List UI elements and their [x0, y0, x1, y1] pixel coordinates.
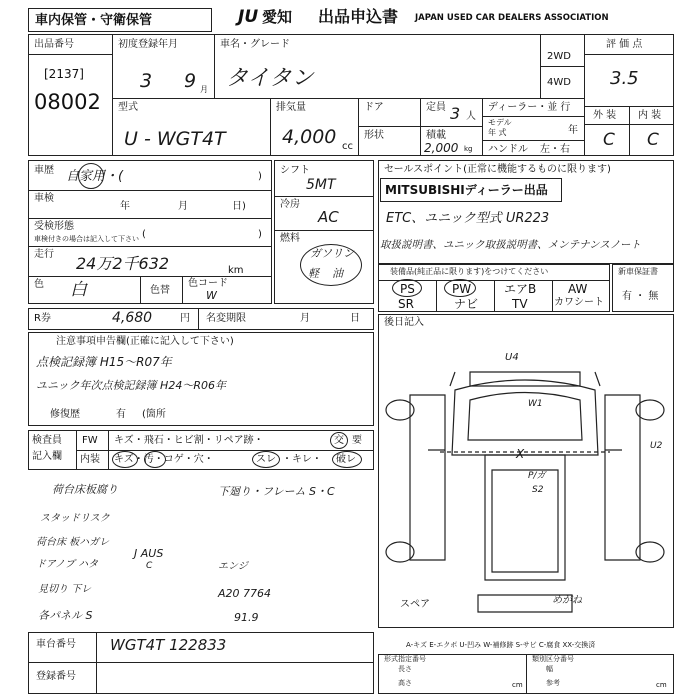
diagram-mark-x: X: [516, 447, 525, 461]
shift-value: 5MT: [306, 177, 336, 193]
capacity-label: 定員: [426, 102, 446, 113]
size-reference: 参考: [546, 679, 560, 687]
equipment-pw: PW: [452, 282, 472, 296]
recycle-value: 4,680: [112, 310, 153, 326]
fuel-value-light: 軽: [308, 267, 319, 280]
notes-line2: ユニック年次点検記録簿 H24〜R06年: [36, 379, 226, 392]
fw-label: FW: [82, 435, 98, 446]
chassis-value: WGT4T 122833: [110, 636, 227, 654]
interior-inspection-items: キズ・汚・コゲ・穴・: [114, 454, 214, 465]
fw-replace: 交: [334, 435, 344, 446]
capacity-value: 3: [450, 104, 461, 123]
inspection-note-left-5: 見切り 下レ: [38, 584, 92, 595]
receipt-note: 車検付きの場合は記入して下さい: [34, 235, 139, 243]
storage-text: 車内保管・守衛保管: [35, 13, 153, 28]
inspection-label: 車検: [34, 193, 54, 204]
equipment-navi: ナビ: [454, 297, 479, 311]
equipment-leather: カワシート: [554, 297, 604, 308]
displacement-unit: cc: [342, 141, 353, 152]
load-value: 2,000: [424, 141, 459, 155]
exterior-score: C: [603, 130, 615, 150]
model-year-unit: 年: [568, 125, 578, 136]
fuel-value-oil: 油: [332, 267, 343, 280]
color-label: 色: [34, 279, 44, 290]
later-input-label: 後日記入: [384, 317, 424, 328]
equipment-ps: PS: [400, 282, 415, 296]
equipment-label: 装備品(純正品に限ります)をつけてください: [390, 267, 549, 276]
inspection-month: 月: [178, 201, 188, 212]
equipment-aw: AW: [568, 282, 588, 296]
color-swap-label: 色替: [150, 285, 170, 296]
inspection-year: 年: [120, 201, 130, 212]
registration-year: 3: [140, 70, 153, 92]
doors-label: ドア: [364, 102, 384, 113]
receipt-paren-close: ): [258, 229, 262, 240]
inspection-note-right-4: エンジ: [218, 561, 248, 572]
odometer-unit: km: [228, 265, 244, 276]
load-unit: kg: [464, 145, 473, 153]
repair-paren: (箇所: [142, 409, 166, 420]
interior-label: 内 装: [638, 110, 662, 121]
repair-label: 修復歴: [50, 409, 80, 420]
interior-mid: ・キレ・: [282, 454, 322, 465]
size-width: 幅: [546, 665, 553, 673]
history-value: 自家用・(: [66, 169, 124, 184]
inspection-note-left-4: ドアノブ ハタ: [36, 559, 99, 570]
fw-required: 要: [352, 435, 362, 446]
ac-value: AC: [318, 208, 339, 226]
registration-month: 9: [184, 70, 197, 92]
fuel-label: 燃料: [280, 233, 300, 244]
inspection-day: 日): [232, 201, 246, 212]
selling-points-line1: ETC、ユニック型式 UR223: [386, 211, 550, 226]
selling-points-label: セールスポイント(正常に機能するものに限ります): [384, 164, 611, 175]
history-label: 車歴: [34, 165, 54, 176]
equipment-airbag: エアB: [504, 282, 537, 296]
diagram-mark-cargo: P/ガ: [528, 471, 546, 481]
name-change-day: 日: [350, 313, 360, 324]
displacement-value: 4,000: [282, 126, 337, 148]
interior-score: C: [647, 130, 659, 150]
name-change-month: 月: [300, 313, 310, 324]
damage-legend: A-キズ E-エクボ U-凹み W-補修跡 S-サビ C-腐食 XX-交換済: [406, 641, 596, 649]
type-value: U - WGT4T: [124, 128, 226, 150]
receipt-label: 受検形態: [34, 221, 74, 232]
inspection-note-mid: J AUS: [134, 547, 164, 560]
inspection-note-right-5: A20 7764: [218, 587, 272, 600]
size-height: 高さ: [398, 679, 412, 687]
fw-items: キズ・飛石・ヒビ割・リペア跡・: [114, 435, 264, 446]
recycle-unit: 円: [180, 313, 190, 324]
fuel-value-gasoline: ガソリン: [310, 247, 354, 260]
chassis-label: 車台番号: [36, 639, 76, 650]
inspection-note-left-3: 荷台床 板ハガレ: [36, 537, 110, 548]
load-label: 積載: [426, 130, 446, 141]
lot-label: 出品番号: [34, 39, 74, 50]
form-title: 出品申込書: [318, 7, 399, 26]
receipt-paren-open: (: [142, 229, 146, 240]
reg-no-label: 登録番号: [36, 671, 76, 682]
handle-label: ハンドル: [488, 144, 528, 155]
equipment-tv: TV: [512, 297, 528, 311]
size-length: 長さ: [398, 665, 412, 673]
registration-label: 初度登録年月: [118, 39, 178, 50]
drive-2wd: 2WD: [547, 51, 571, 62]
inspection-note-left-2: スタッドリスク: [40, 513, 110, 524]
interior-scuff: スレ: [256, 454, 276, 465]
name-change-label: 名変期限: [206, 313, 246, 324]
inspector-label2: 記入欄: [32, 451, 62, 462]
warranty-options: 有 ・ 無: [622, 291, 659, 302]
inspection-note-right-6: 91.9: [234, 611, 259, 624]
spare-label: スペア: [400, 599, 430, 610]
handle-options: 左・右: [540, 144, 570, 155]
shift-label: シフト: [280, 165, 310, 176]
capacity-unit: 人: [466, 111, 476, 122]
odometer-value: 24万2千632: [76, 254, 170, 273]
glass-label: めがね: [552, 595, 582, 606]
ju-logo: JU: [238, 7, 259, 27]
interior-inspection-label: 内装: [80, 454, 100, 465]
size-col1: 形式指定番号: [384, 655, 426, 663]
diagram-mark-cargo2: S2: [532, 485, 544, 495]
recycle-label: R券: [34, 313, 51, 324]
registration-month-unit: 月: [200, 85, 208, 94]
diagram-mark-u4: U4: [505, 352, 519, 363]
association-name: JAPAN USED CAR DEALERS ASSOCIATION: [415, 13, 609, 23]
shape-label: 形状: [364, 130, 384, 141]
dealer-label: ディーラー・並 行: [488, 102, 571, 113]
inspection-note-mid2: C: [146, 561, 153, 571]
warranty-label: 新車保証書: [618, 267, 658, 276]
model-label: 車名・グレード: [220, 39, 290, 50]
color-value: 白: [70, 280, 87, 300]
type-label: 型式: [118, 102, 138, 113]
selling-points-line2: 取扱説明書、ユニック取扱説明書、メンテナンスノート: [380, 239, 641, 251]
model-year-label: 年 式: [488, 128, 507, 137]
dealer-tag: MITSUBISHIディーラー出品: [385, 183, 548, 197]
repair-value: 有: [116, 409, 126, 420]
drive-4wd: 4WD: [547, 77, 571, 88]
region-name: 愛知: [262, 8, 293, 26]
diagram-mark-u2: U2: [650, 441, 663, 451]
exterior-label: 外 装: [593, 110, 617, 121]
diagram-mark-w1: W1: [528, 399, 543, 409]
size-unit-2: cm: [656, 681, 667, 689]
lot-code: [2137]: [44, 67, 84, 81]
odometer-label: 走行: [34, 249, 54, 260]
color-code: W: [206, 289, 217, 302]
rating-label: 評 価 点: [606, 39, 643, 50]
size-col2: 類別区分番号: [532, 655, 574, 663]
inspection-note-left-6: 各パネル S: [38, 609, 93, 622]
inspector-label1: 検査員: [32, 435, 62, 446]
notes-label: 注意事項申告欄(正確に記入して下さい): [56, 336, 234, 347]
notes-line1: 点検記録簿 H15〜R07年: [36, 355, 172, 369]
interior-tear: 破レ: [336, 454, 356, 465]
rating-score: 3.5: [610, 68, 639, 89]
displacement-label: 排気量: [276, 102, 306, 113]
inspection-note-right-1: 下廻り・フレーム S・C: [218, 485, 335, 498]
model-year-model-label: モデル: [488, 118, 512, 127]
ac-label: 冷房: [280, 199, 300, 210]
color-code-label: 色コード: [188, 278, 228, 289]
lot-number: 08002: [34, 90, 101, 114]
history-close: ): [258, 171, 262, 182]
size-unit-1: cm: [512, 681, 523, 689]
inspection-note-left-1: 荷台床板腐り: [52, 483, 118, 496]
model-name: タイタン: [226, 66, 314, 91]
equipment-sr: SR: [398, 297, 414, 311]
